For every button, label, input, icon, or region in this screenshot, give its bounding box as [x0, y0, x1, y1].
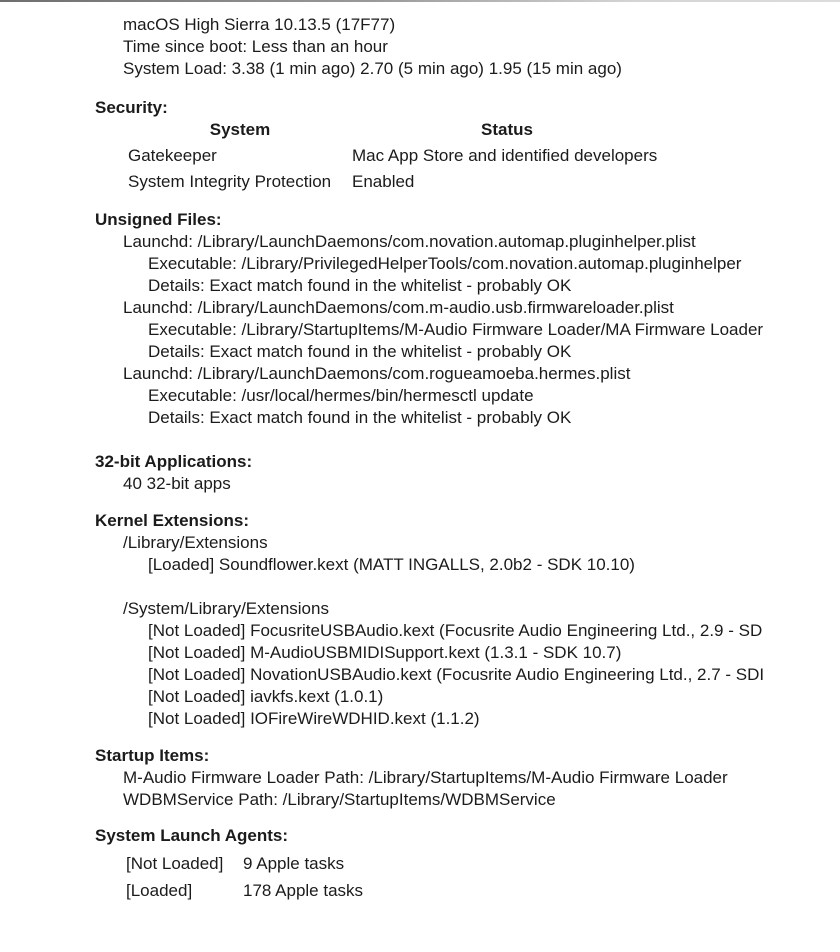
os-version-line: macOS High Sierra 10.13.5 (17F77) [123, 15, 396, 34]
launchd-path-line: Launchd: /Library/LaunchDaemons/com.m-audio.usb.firmwareloader.plist [123, 298, 674, 317]
kext-item-line: [Loaded] Soundflower.kext (MATT INGALLS, 2.0b2 - SDK 10.10) [148, 555, 635, 574]
kext-group-path-line: /System/Library/Extensions [123, 599, 329, 618]
kext-item-line: [Not Loaded] M-AudioUSBMIDISupport.kext (1.3.1 - SDK 10.7) [148, 643, 622, 662]
details-line: Details: Exact match found in the whitelist - probably OK [148, 342, 572, 361]
kext-group [0, 598, 840, 730]
kext-item-line: [Not Loaded] iavkfs.kext (1.0.1) [148, 687, 384, 706]
security-section-heading: Security: [95, 98, 168, 117]
unsigned-files-list [0, 231, 840, 429]
executable-path-line: Executable: /Library/StartupItems/M-Audio Firmware Loader/MA Firmware Loader [148, 320, 764, 339]
apps32-summary-line: 40 32-bit apps [123, 474, 231, 493]
unsigned-files-section-heading: Unsigned Files: [95, 210, 222, 229]
page-top-edge [0, 0, 840, 2]
security-system-cell: Gatekeeper [128, 146, 217, 165]
table-row [126, 850, 840, 877]
unsigned-file-entry [0, 297, 840, 363]
table-row [128, 143, 840, 169]
launchd-path-line: Launchd: /Library/LaunchDaemons/com.novation.automap.pluginhelper.plist [123, 232, 696, 251]
kext-item-line: [Not Loaded] IOFireWireWDHID.kext (1.1.2) [148, 709, 480, 728]
startup-item-line: WDBMService Path: /Library/StartupItems/WDBMService [123, 790, 556, 809]
executable-path-line: Executable: /Library/PrivilegedHelperTools/com.novation.automap.pluginhelper [148, 254, 742, 273]
time-since-boot-line: Time since boot: Less than an hour [123, 37, 388, 56]
kext-item-line: [Not Loaded] FocusriteUSBAudio.kext (Focusrite Audio Engineering Ltd., 2.9 - SD [148, 621, 763, 640]
security-col-status-header: Status [481, 120, 533, 139]
kext-group [0, 532, 840, 576]
security-system-cell: System Integrity Protection [128, 172, 332, 191]
security-status-cell: Enabled [352, 172, 415, 191]
startup-items-section-heading: Startup Items: [95, 746, 210, 765]
table-row [128, 169, 840, 195]
details-line: Details: Exact match found in the whitelist - probably OK [148, 408, 572, 427]
agent-task-count: 9 Apple tasks [243, 854, 345, 873]
unsigned-file-entry [0, 363, 840, 429]
agent-load-state: [Loaded] [126, 881, 193, 900]
agent-task-count: 178 Apple tasks [243, 881, 364, 900]
kext-group-path-line: /Library/Extensions [123, 533, 268, 552]
kernel-extensions-section-heading: Kernel Extensions: [95, 511, 249, 530]
security-col-system-header: System [209, 120, 271, 139]
security-status-cell: Mac App Store and identified developers [352, 146, 658, 165]
security-table [128, 119, 840, 195]
security-table-body [128, 143, 840, 195]
table-row [126, 877, 840, 904]
startup-item-line: M-Audio Firmware Loader Path: /Library/StartupItems/M-Audio Firmware Loader [123, 768, 728, 787]
security-table-header-row [128, 119, 840, 141]
executable-path-line: Executable: /usr/local/hermes/bin/hermesctl update [148, 386, 534, 405]
unsigned-file-entry [0, 231, 840, 297]
details-line: Details: Exact match found in the whitelist - probably OK [148, 276, 572, 295]
launch-agents-table [126, 850, 840, 904]
kext-item-line: [Not Loaded] NovationUSBAudio.kext (Focusrite Audio Engineering Ltd., 2.7 - SDI [148, 665, 765, 684]
agent-load-state: [Not Loaded] [126, 854, 224, 873]
system-launch-agents-section-heading: System Launch Agents: [95, 826, 289, 845]
apps32-section-heading: 32-bit Applications: [95, 452, 253, 471]
system-load-line: System Load: 3.38 (1 min ago) 2.70 (5 min ago) 1.95 (15 min ago) [123, 59, 622, 78]
launchd-path-line: Launchd: /Library/LaunchDaemons/com.rogueamoeba.hermes.plist [123, 364, 631, 383]
